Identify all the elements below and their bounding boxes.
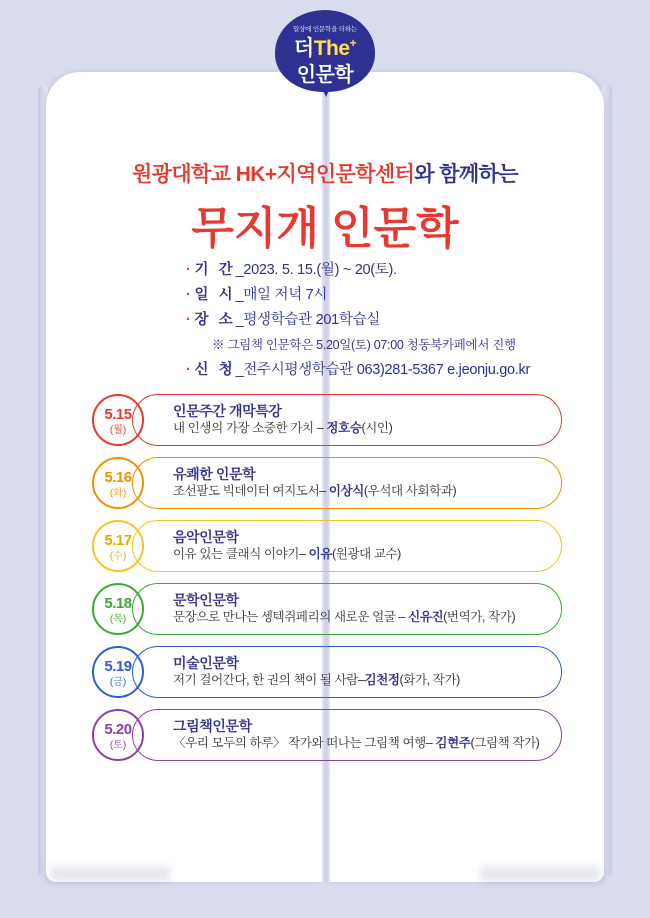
logo-plus: + <box>349 36 357 50</box>
session-speaker: 이유 <box>308 547 332 561</box>
session-speaker-affil: (그림책 작가) <box>470 736 540 750</box>
logo-the: The <box>313 37 350 60</box>
session-title: 인문주간 개막특강 <box>173 403 282 419</box>
info-value: _2023. 5. 15.(월) ~ 20(토). <box>235 262 397 278</box>
info-value: _매일 저녁 7시 <box>235 287 328 303</box>
session-subtitle <box>173 420 561 437</box>
logo-bottom-text: 인문학 <box>296 64 354 86</box>
info-note: ※ 그림책 인문학은 5.20일(토) 07:00 청동북카페에서 진행 <box>212 338 516 352</box>
list-item <box>92 581 562 637</box>
list-item <box>92 392 562 448</box>
info-label: 기 간 <box>194 262 236 278</box>
session-speaker-affil: (우석대 사회학과) <box>363 484 457 498</box>
session-speaker-affil: (원광대 교수) <box>331 547 401 561</box>
subtitle-rest: 와 함께하는 <box>414 163 518 186</box>
session-desc: 문장으로 만나는 셍텍쥐페리의 새로운 얼굴 – <box>173 610 409 624</box>
badge-date: 5.16 <box>104 469 132 486</box>
info-row-place <box>186 308 606 333</box>
badge-weekday: (화) <box>109 488 127 499</box>
session-title: 미술인문학 <box>173 655 239 671</box>
info-label: 일 시 <box>194 287 236 303</box>
badge-date: 5.19 <box>104 658 132 675</box>
brand-logo <box>275 10 375 96</box>
badge-weekday: (목) <box>109 614 127 625</box>
list-item <box>92 644 562 700</box>
badge-weekday: (수) <box>109 551 127 562</box>
session-speaker-affil: (시인) <box>361 421 393 435</box>
bullet-dot-icon: · <box>186 312 191 328</box>
session-desc: 조선팔도 빅데이터 여지도서– <box>173 484 329 498</box>
event-info <box>186 258 606 383</box>
session-subtitle <box>173 483 561 500</box>
session-subtitle <box>173 735 561 752</box>
session-speaker: 김천정 <box>364 673 400 687</box>
page-title: 무지개 인문학 <box>191 204 459 253</box>
badge-weekday: (금) <box>109 677 127 688</box>
session-card <box>132 646 562 698</box>
subtitle-highlight: 원광대학교 HK+지역인문학센터 <box>132 163 415 186</box>
session-desc: 〈우리 모두의 하루〉 작가와 떠나는 그림책 여행– <box>173 736 436 750</box>
session-desc: 저기 걸어간다, 한 권의 책이 될 사람– <box>173 673 365 687</box>
logo-tagline: 일상에 인문학을 더하는 <box>292 26 357 33</box>
page-shadow-right <box>480 866 600 882</box>
info-label: 신 청 <box>194 362 236 378</box>
session-card <box>132 457 562 509</box>
session-speaker-affil: (번역가, 작가) <box>443 610 516 624</box>
session-title: 유쾌한 인문학 <box>173 466 256 482</box>
info-value: _평생학습관 201학습실 <box>235 312 381 328</box>
session-speaker: 신유진 <box>408 610 444 624</box>
badge-date: 5.15 <box>104 406 132 423</box>
session-title: 음악인문학 <box>173 529 239 545</box>
list-item <box>92 455 562 511</box>
schedule-list <box>92 392 562 770</box>
session-card <box>132 520 562 572</box>
session-title: 문학인문학 <box>173 592 239 608</box>
session-title: 그림책인문학 <box>173 718 252 734</box>
session-card <box>132 394 562 446</box>
session-speaker-affil: (화가, 작가) <box>399 673 460 687</box>
badge-date: 5.17 <box>104 532 132 549</box>
list-item <box>92 707 562 763</box>
logo-prefix: 더 <box>293 37 314 60</box>
list-item <box>92 518 562 574</box>
info-row-apply <box>186 358 606 383</box>
session-subtitle <box>173 609 561 626</box>
session-card <box>132 583 562 635</box>
subtitle-line <box>0 158 650 188</box>
info-value[interactable]: _전주시평생학습관 063)281-5367 e.jeonju.go.kr <box>235 362 531 378</box>
info-row-time <box>186 283 606 308</box>
badge-weekday: (월) <box>109 425 127 436</box>
session-subtitle <box>173 672 561 689</box>
session-speaker: 이상식 <box>328 484 364 498</box>
badge-date: 5.18 <box>104 595 132 612</box>
info-row-period <box>186 258 606 283</box>
session-desc: 내 인생의 가장 소중한 가치 – <box>173 421 327 435</box>
session-speaker: 김현주 <box>435 736 471 750</box>
session-desc: 이유 있는 클래식 이야기– <box>173 547 309 561</box>
session-card <box>132 709 562 761</box>
bullet-dot-icon: · <box>186 262 191 278</box>
badge-date: 5.20 <box>104 721 132 738</box>
bullet-dot-icon: · <box>186 362 191 378</box>
session-subtitle <box>173 546 561 563</box>
page-shadow-left <box>50 866 170 882</box>
session-speaker: 정호승 <box>326 421 362 435</box>
info-label: 장 소 <box>194 312 236 328</box>
badge-weekday: (토) <box>109 740 127 751</box>
bullet-dot-icon: · <box>186 287 191 303</box>
